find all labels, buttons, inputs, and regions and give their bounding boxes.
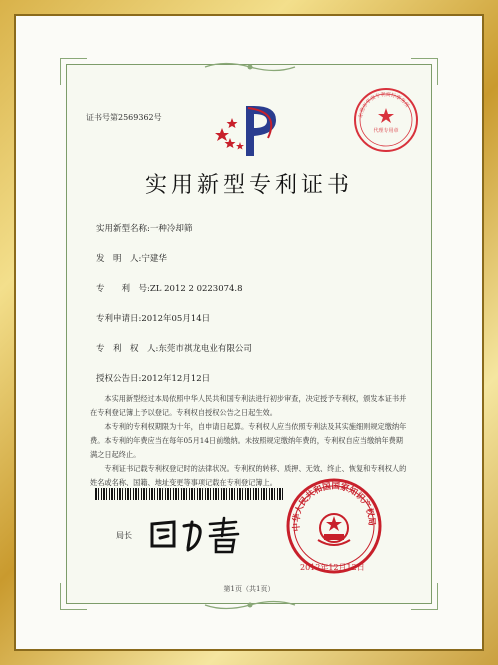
page-title: 实用新型专利证书 bbox=[144, 173, 353, 198]
corner-ornament bbox=[60, 58, 87, 85]
top-ornament bbox=[200, 60, 300, 74]
field-utility-model-name: 实用新型名称:一种冷却筛 bbox=[96, 224, 193, 234]
seal-ring-text: 中华人民共和国国家知识产权局 bbox=[291, 481, 377, 532]
official-seal bbox=[284, 476, 384, 576]
corner-ornament bbox=[411, 58, 438, 85]
seal-date: 2012年12月12日 bbox=[300, 563, 365, 572]
certificate-number: 证书号第2569362号 bbox=[86, 113, 162, 122]
field-grant-date: 授权公告日:2012年12月12日 bbox=[96, 374, 211, 384]
field-patent-number: 专 利 号:ZL 2012 2 0223074.8 bbox=[96, 284, 243, 294]
note-paragraph: 专利证书记载专利权登记时的法律状况。专利权的转移、质押、无效、终止、恢复和专利权人的姓名或名称、国籍、地址变更等事项记载在专利登记簿上。 bbox=[90, 464, 407, 487]
field-application-date: 专利申请日:2012年05月14日 bbox=[96, 314, 211, 324]
page-number: 第1页（共1页） bbox=[223, 585, 275, 593]
sipo-logo-icon bbox=[210, 98, 286, 160]
barcode-icon bbox=[95, 488, 285, 500]
field-patentee: 专 利 权 人:东莞市祺龙电业有限公司 bbox=[96, 344, 252, 354]
note-paragraph: 本实用新型经过本局依照中华人民共和国专利法进行初步审查，决定授予专利权，颁发本证书并在专利登记簿上予以登记。专利权自授权公告之日起生效。 bbox=[90, 394, 407, 417]
agency-stamp-ring-text: 东莞市华南专利商标事务所 bbox=[358, 91, 411, 119]
agency-stamp bbox=[352, 86, 420, 154]
note-paragraph: 本专利的专利权期限为十年，自申请日起算。专利权人应当依照专利法及其实施细则规定缴纳年费。本专利的年费应当在每年05月14日前缴纳。未按照规定缴纳年费的，专利权自应当缴纳年费期满之日起终止。 bbox=[90, 422, 407, 459]
bottom-ornament bbox=[200, 598, 300, 612]
director-label: 局长 bbox=[116, 531, 132, 540]
field-inventor: 发 明 人:宁建华 bbox=[96, 254, 167, 264]
agency-stamp-center: 代理专用章 bbox=[373, 128, 399, 134]
director-signature bbox=[144, 512, 254, 556]
